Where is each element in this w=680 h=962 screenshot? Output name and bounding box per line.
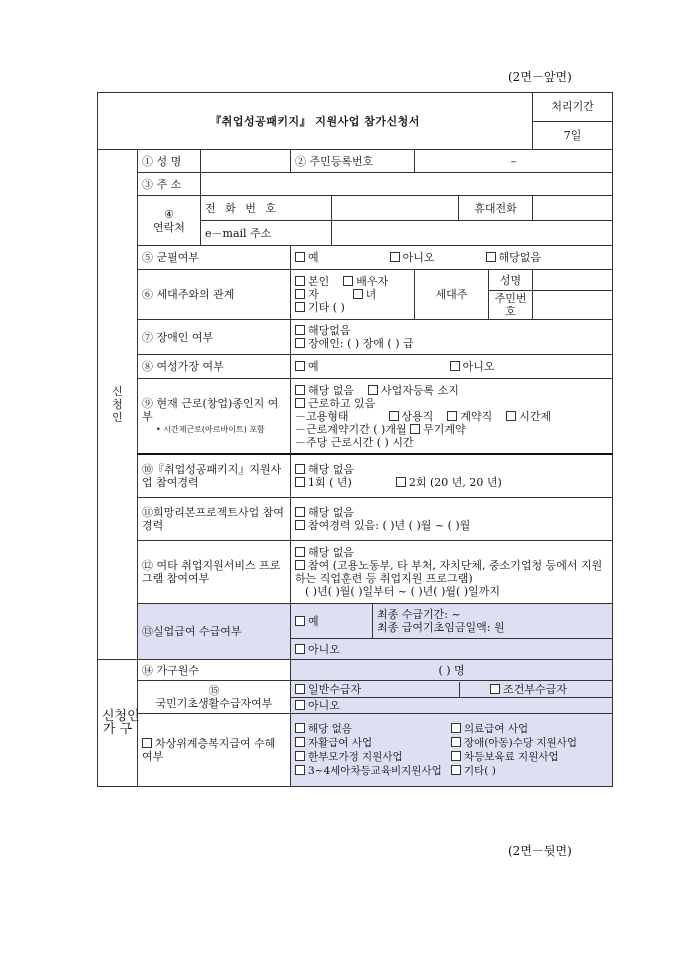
- basic-living-options: 일반수급자 조건부수급자 아니오: [291, 681, 613, 714]
- email-field[interactable]: [332, 221, 613, 246]
- phone-field[interactable]: [332, 196, 459, 221]
- applicant-section-label: 신 청 인: [98, 150, 138, 660]
- disability-yes-checkbox[interactable]: [295, 338, 305, 348]
- unemployment-yes-option: 예: [291, 604, 373, 639]
- address-label: ③ 주 소: [138, 173, 201, 196]
- householder-rrn-label: 주민번호: [489, 291, 533, 320]
- disability-options: 해당없음 장애인: ( ) 장애 ( ) 급: [291, 320, 613, 355]
- rrn-label: ② 주민등록번호: [291, 150, 415, 173]
- mobile-field[interactable]: [533, 196, 613, 221]
- household-size-field[interactable]: ( ) 명: [291, 660, 613, 681]
- employment-options: 해당 없음 사업자등록 소지 근로하고 있음 －고용형태 상용직 계약직 시간제 －근로계약기간 ( )개월 무기계약 －주당 근로시간 ( ) 시간: [291, 379, 613, 455]
- poverty-singleparent-checkbox[interactable]: [295, 751, 305, 761]
- employment-regular-checkbox[interactable]: [389, 411, 399, 421]
- disability-none-checkbox[interactable]: [295, 325, 305, 335]
- basic-living-label: ⑮ 국민기초생활수급자여부: [138, 681, 291, 714]
- other-none-checkbox[interactable]: [295, 547, 305, 557]
- relation-self-checkbox[interactable]: [295, 276, 305, 286]
- relation-son-checkbox[interactable]: [295, 289, 305, 299]
- householder-relation-options: 본인 배우자 자 녀 기타 ( ): [291, 270, 415, 320]
- contact-label: ④ 연락처: [138, 196, 201, 246]
- poverty-childcare-checkbox[interactable]: [451, 751, 461, 761]
- other-program-label: ⑫ 여타 취업지원서비스 프로그램 참여여부: [138, 541, 291, 604]
- basic-general-checkbox[interactable]: [295, 684, 305, 694]
- hope-none-checkbox[interactable]: [295, 507, 305, 517]
- package-once-checkbox[interactable]: [295, 477, 305, 487]
- name-label: ① 성 명: [138, 150, 201, 173]
- rrn-field[interactable]: –: [415, 150, 613, 173]
- military-na-checkbox[interactable]: [486, 252, 496, 262]
- address-field[interactable]: [201, 173, 613, 196]
- package-experience-options: 해당 없음 1회 ( 년) 2회 (20 년, 20 년): [291, 454, 613, 498]
- householder-label: 세대주: [415, 270, 489, 320]
- military-label: ⑤ 군필여부: [138, 246, 291, 270]
- hope-ribbon-options: 해당 없음 참여경력 있음: ( )년 ( )월 ~ ( )월: [291, 498, 613, 541]
- package-experience-label: ⑩『취업성공패키지』지원사업 참여경력: [138, 454, 291, 498]
- package-twice-checkbox[interactable]: [396, 477, 406, 487]
- household-size-label: ⑭ 가구원수: [138, 660, 291, 681]
- poverty-welfare-options: 해당 없음 의료급여 사업 자활급여 사업 장애(아동)수당 지원사업 한부모가정 지원사업 차등보육료 지원사업 3~4세아차등교육비지원사업 기타( ): [291, 714, 613, 787]
- basic-no-checkbox[interactable]: [295, 700, 305, 710]
- relation-spouse-checkbox[interactable]: [343, 276, 353, 286]
- employment-parttime-checkbox[interactable]: [506, 411, 516, 421]
- female-head-options: 예 아니오: [291, 355, 613, 379]
- email-label: e－mail 주소: [201, 221, 332, 246]
- female-head-no-checkbox[interactable]: [450, 361, 460, 371]
- unemployment-no-checkbox[interactable]: [295, 644, 305, 654]
- household-section-label: 신청인 가 구: [98, 660, 138, 787]
- processing-period-label: 처리기간: [533, 93, 613, 122]
- unemployment-yes-checkbox[interactable]: [295, 616, 305, 626]
- package-none-checkbox[interactable]: [295, 464, 305, 474]
- other-program-options: 해당 없음 참여 (고용노동부, 타 부처, 자치단체, 중소기업청 등에서 지원하는 직업훈련 등 취업지원 프로그램) ( )년( )월( )일부터 ~ ( )년( )월( )일까지: [291, 541, 613, 604]
- poverty-medical-checkbox[interactable]: [451, 723, 461, 733]
- unemployment-details: 최종 수급기간: ~ 최종 급여기초임금일액: 원: [373, 604, 613, 639]
- name-field[interactable]: [201, 150, 291, 173]
- unemployment-no-option: 아니오: [291, 639, 613, 660]
- military-options: 예 아니오 해당없음: [291, 246, 613, 270]
- poverty-other-checkbox[interactable]: [451, 765, 461, 775]
- relation-other-checkbox[interactable]: [295, 302, 305, 312]
- poverty-welfare-label: 차상위계층복지급여 수혜 여부: [138, 714, 291, 787]
- form-title: 『취업성공패키지』 지원사업 참가신청서: [98, 93, 533, 150]
- unemployment-benefit-label: ⑬실업급여 수급여부: [138, 604, 291, 660]
- military-yes-checkbox[interactable]: [295, 252, 305, 262]
- householder-name-label: 성명: [489, 270, 533, 291]
- employment-none-checkbox[interactable]: [295, 385, 305, 395]
- application-form: [97, 92, 613, 787]
- hope-ribbon-label: ⑪희망리본프로젝트사업 참여경력: [138, 498, 291, 541]
- mobile-label: 휴대전화: [459, 196, 533, 221]
- hope-yes-checkbox[interactable]: [295, 520, 305, 530]
- poverty-disability-checkbox[interactable]: [451, 737, 461, 747]
- poverty-education-checkbox[interactable]: [295, 765, 305, 775]
- female-head-yes-checkbox[interactable]: [295, 361, 305, 371]
- disability-label: ⑦ 장애인 여부: [138, 320, 291, 355]
- employment-label: ⑨ 현재 근로(창업)종인지 여부 • 시간제근로(아르바이트) 포함: [138, 379, 291, 455]
- phone-label: 전 화 번 호: [201, 196, 332, 221]
- poverty-none-checkbox[interactable]: [295, 723, 305, 733]
- page-side-note-top: (2면－앞면): [508, 70, 572, 84]
- poverty-selfsupport-checkbox[interactable]: [295, 737, 305, 747]
- employment-working-checkbox[interactable]: [295, 398, 305, 408]
- householder-relation-label: ⑥ 세대주와의 관계: [138, 270, 291, 320]
- female-head-label: ⑧ 여성가장 여부: [138, 355, 291, 379]
- householder-name-field[interactable]: [533, 270, 613, 291]
- basic-conditional-checkbox[interactable]: [490, 684, 500, 694]
- poverty-welfare-checkbox[interactable]: [142, 738, 152, 748]
- householder-rrn-field[interactable]: [533, 291, 613, 320]
- processing-period-value: 7일: [533, 121, 613, 150]
- military-no-checkbox[interactable]: [390, 252, 400, 262]
- employment-business-checkbox[interactable]: [368, 385, 378, 395]
- relation-daughter-checkbox[interactable]: [353, 289, 363, 299]
- employment-indefinite-checkbox[interactable]: [410, 424, 420, 434]
- other-yes-checkbox[interactable]: [295, 560, 305, 570]
- employment-contract-checkbox[interactable]: [447, 411, 457, 421]
- page-side-note-bottom: (2면－뒷면): [508, 844, 572, 858]
